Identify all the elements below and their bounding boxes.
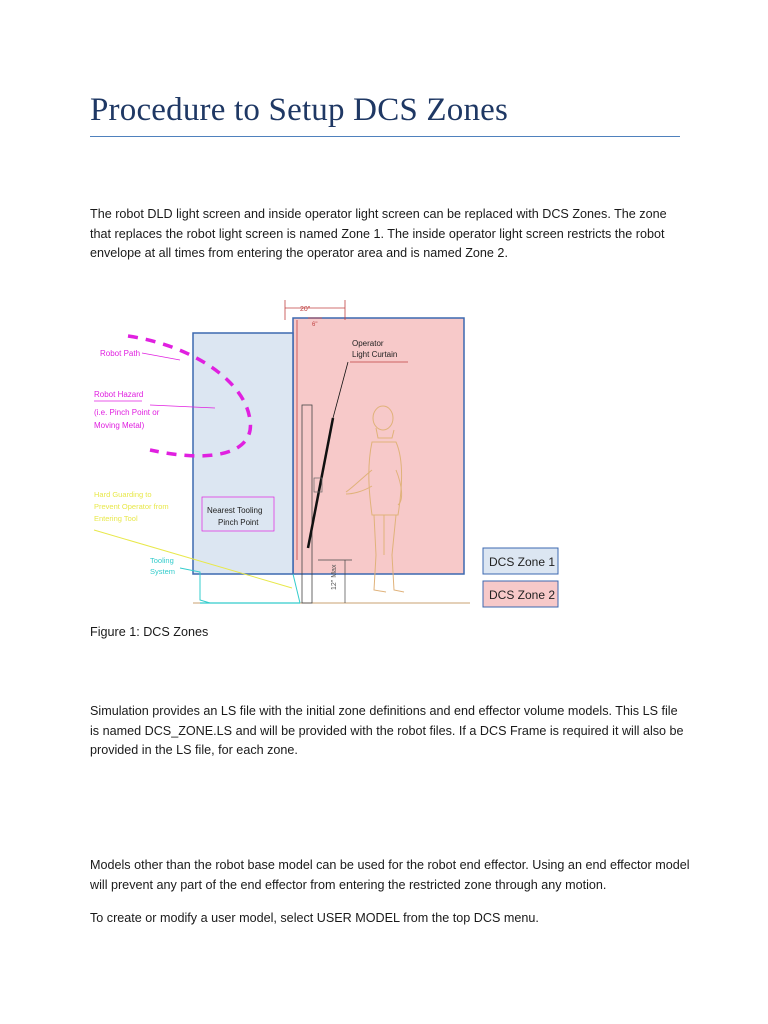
operator-light-curtain-label-2: Light Curtain bbox=[352, 350, 398, 359]
tooling-system-label-1: Tooling bbox=[150, 556, 174, 565]
paragraph-intro: The robot DLD light screen and inside operator light screen can be replaced with DCS Zones. The zone that replaces the robot light screen is named Zone 1. The inside operator light screen restricts the robot envelope at all times from entering the operator area and is named Zone 2. bbox=[90, 207, 667, 260]
robot-hazard-label-2: (i.e. Pinch Point or bbox=[94, 408, 160, 417]
dimension-label-top: 20" bbox=[300, 306, 311, 313]
tooling-system-label-2: System bbox=[150, 567, 176, 576]
paragraph-models: Models other than the robot base model can be used for the robot end effector. Using an end effector model will prevent any part of the end effector from entering the restricted zone through any motion. bbox=[90, 858, 690, 892]
dimension-label-bottom: 12" Max bbox=[331, 564, 338, 590]
legend-zone-1-label: DCS Zone 1 bbox=[489, 555, 556, 569]
robot-hazard-label-3: Moving Metal) bbox=[94, 421, 145, 430]
paragraph-simulation: Simulation provides an LS file with the initial zone definitions and end effector volume models. This LS file is named DCS_ZONE.LS and will be provided with the robot files. If a DCS Frame is required it will also be provided in the LS file, for each zone. bbox=[90, 704, 684, 757]
tooling-line-2 bbox=[293, 574, 300, 603]
page-title: Procedure to Setup DCS Zones bbox=[90, 92, 509, 128]
hard-guarding-label-2: Prevent Operator from bbox=[94, 502, 169, 511]
nearest-tooling-label-1: Nearest Tooling bbox=[207, 506, 263, 515]
paragraph-user-model: To create or modify a user model, select USER MODEL from the top DCS menu. bbox=[90, 911, 539, 925]
legend-zone-2-label: DCS Zone 2 bbox=[489, 588, 556, 602]
figure-caption: Figure 1: DCS Zones bbox=[90, 625, 209, 639]
hard-guarding-label-1: Hard Guarding to bbox=[94, 490, 152, 499]
robot-path-leader bbox=[142, 353, 180, 360]
robot-hazard-label-1: Robot Hazard bbox=[94, 390, 144, 399]
zone-1-area bbox=[193, 333, 293, 574]
dimension-label-inner: 6" bbox=[312, 322, 318, 328]
nearest-tooling-label-2: Pinch Point bbox=[218, 518, 259, 527]
hard-guarding-label-3: Entering Tool bbox=[94, 514, 138, 523]
operator-light-curtain-label-1: Operator bbox=[352, 339, 384, 348]
robot-path-label: Robot Path bbox=[100, 349, 141, 358]
